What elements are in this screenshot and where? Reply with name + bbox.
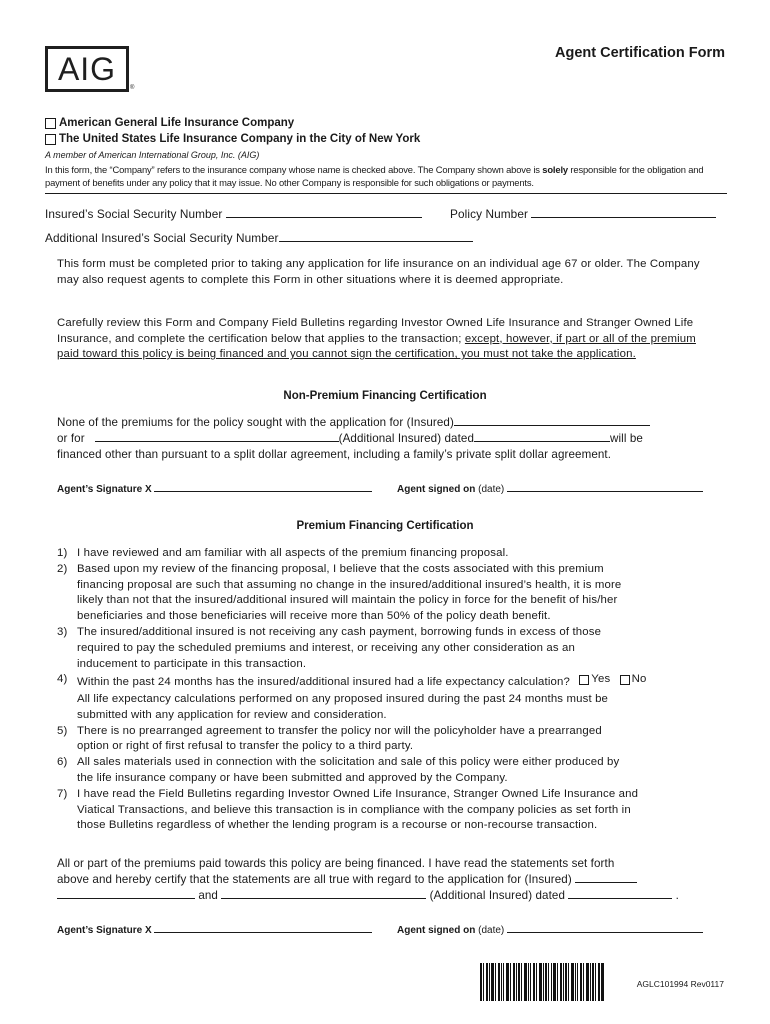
member-note: A member of American International Group, Inc. (AIG) [45,150,260,160]
policy-number-label: Policy Number [450,207,529,221]
divider [45,193,727,194]
list-item: 4) Within the past 24 months has the insured/additional insured had a life expectancy calculation? Yes No All life expectancy calculations performed on any proposed insured during the past 24 months must be submitted with any application for review and consideration. [57,673,647,721]
non-premium-heading: Non-Premium Financing Certification [283,390,487,402]
additional-ssn-field[interactable] [279,232,473,242]
financing-warning: except, however, if part or all of the premium paid toward this policy is being financed and you cannot sign the certification, you must not take the application. [57,332,696,361]
list-item: 6) All sales materials used in connection with the solicitation and sale of this policy were either produced by the life insurance company or have been submitted and approved by the Company. [57,756,620,785]
insured-ssn-row [45,207,422,221]
requirement-paragraph: This form must be completed prior to taking any application for life insurance on an individual age 67 or older. The Company may also request agents to complete this Form in other situations where it is deemed appropriate. [57,258,700,286]
additional-ssn-label: Additional Insured’s Social Security Number [45,231,279,245]
list-item: 2) Based upon my review of the financing proposal, I believe that the costs associated with this premium financing proposal are such that assuming no change in the insured/additional insured’s health, it is more likely than not that the insured/additional insured will maintain the policy in force for the benefit of his/her beneficiaries and those beneficiaries will receive more than 50% of the policy death benefit. [57,562,622,623]
checkbox-no[interactable] [620,675,630,685]
list-item: 3) The insured/additional insured is not receiving any cash payment, borrowing funds in excess of those required to pay the scheduled premiums and interest, or receiving any other consideration as an inducement to participate in this transaction. [57,625,602,670]
aig-logo [45,46,129,92]
premium-certification-list [45,546,725,834]
company-option-us-life[interactable] [45,133,420,145]
additional-insured-name-field[interactable] [95,432,339,442]
closing-line2: above and hereby certify that the statements are all true with regard to the application for (Insured) [57,873,637,886]
closing-line1: All or part of the premiums paid towards this policy are being financed. I have read the statements set forth [57,857,615,870]
signed-on-date-field-1[interactable] [507,482,703,492]
insured-ssn-field[interactable] [226,208,422,218]
company-name: American General Life Insurance Company [59,117,295,129]
closing-insured-field-a[interactable] [575,873,637,883]
non-premium-date-row: Agent signed on (date) [397,482,703,495]
registered-mark: ® [130,85,135,91]
list-item: 1) I have reviewed and am familiar with all aspects of the premium financing proposal. [57,547,509,559]
review-paragraph: Carefully review this Form and Company Field Bulletins regarding Investor Owned Life Insurance and Stranger Owned Life Insurance, and complete the certification below that applies to the transaction; except, however, if part or all of the premium paid toward this policy is being financed and you cannot sign the certification, you must not take the application. [57,317,696,361]
closing-date-field[interactable] [568,889,672,899]
closing-additional-insured-field[interactable] [221,889,426,899]
logo-text: AIG [57,51,117,87]
insured-ssn-label: Insured’s Social Security Number [45,207,223,221]
non-premium-date-field[interactable] [474,432,610,442]
signed-on-date-field-2[interactable] [507,923,703,933]
no-option[interactable]: No [620,672,647,688]
barcode [480,963,604,1001]
non-premium-line3: financed other than pursuant to a split dollar agreement, including a family’s private split dollar agreement. [57,448,612,461]
policy-number-row [450,207,716,221]
non-premium-line2: or for (Additional Insured) dated will be [57,432,643,445]
list-item: 5) There is no prearranged agreement to transfer the policy nor will the policyholder have a prearranged option or right of first refusal to transfer the policy to a third party. [57,724,602,753]
form-number: AGLC101994 Rev0117 [636,979,724,989]
company-option-american-general[interactable] [45,117,294,129]
checkbox-yes[interactable] [579,675,589,685]
non-premium-signature-row [57,482,372,495]
checkbox-us-life[interactable] [45,134,56,145]
yes-option[interactable]: Yes [579,672,610,688]
form-title: Agent Certification Form [555,45,725,61]
premium-heading: Premium Financing Certification [296,520,474,532]
closing-line3: and (Additional Insured) dated . [57,889,679,902]
signed-on-label: Agent signed on [397,484,476,495]
policy-number-field[interactable] [531,208,716,218]
non-premium-line1: None of the premiums for the policy sought with the application for (Insured) [57,416,650,429]
agent-signature-field-1[interactable] [154,482,372,492]
intro-paragraph: In this form, the “Company” refers to the insurance company whose name is checked above. The Company shown above is solely responsible for the obligation and payment of benefits under any policy that it may issue. No other Company is responsible for such obligations or payments. [45,164,704,188]
premium-date-row: Agent signed on (date) [397,923,703,936]
closing-insured-field-b[interactable] [57,889,195,899]
company-name: The United States Life Insurance Company in the City of New York [59,133,421,145]
intro-bold: solely [542,164,568,175]
insured-name-field[interactable] [454,416,650,426]
checkbox-american-general[interactable] [45,118,56,129]
list-item: 7) I have read the Field Bulletins regarding Investor Owned Life Insurance, Stranger Owned Life Insurance and Viatical Transactions, and believe this transaction is in compliance with the company policies as set forth in those Bulletins regardless of whether the lending program is a recourse or non-recourse transaction. [57,787,639,832]
premium-signature-row [57,923,372,936]
agent-signature-label: Agent’s Signature X [57,484,152,495]
agent-signature-field-2[interactable] [154,923,372,933]
additional-ssn-row [45,231,473,245]
agent-signature-label: Agent’s Signature X [57,925,152,936]
signed-on-label: Agent signed on [397,925,476,936]
